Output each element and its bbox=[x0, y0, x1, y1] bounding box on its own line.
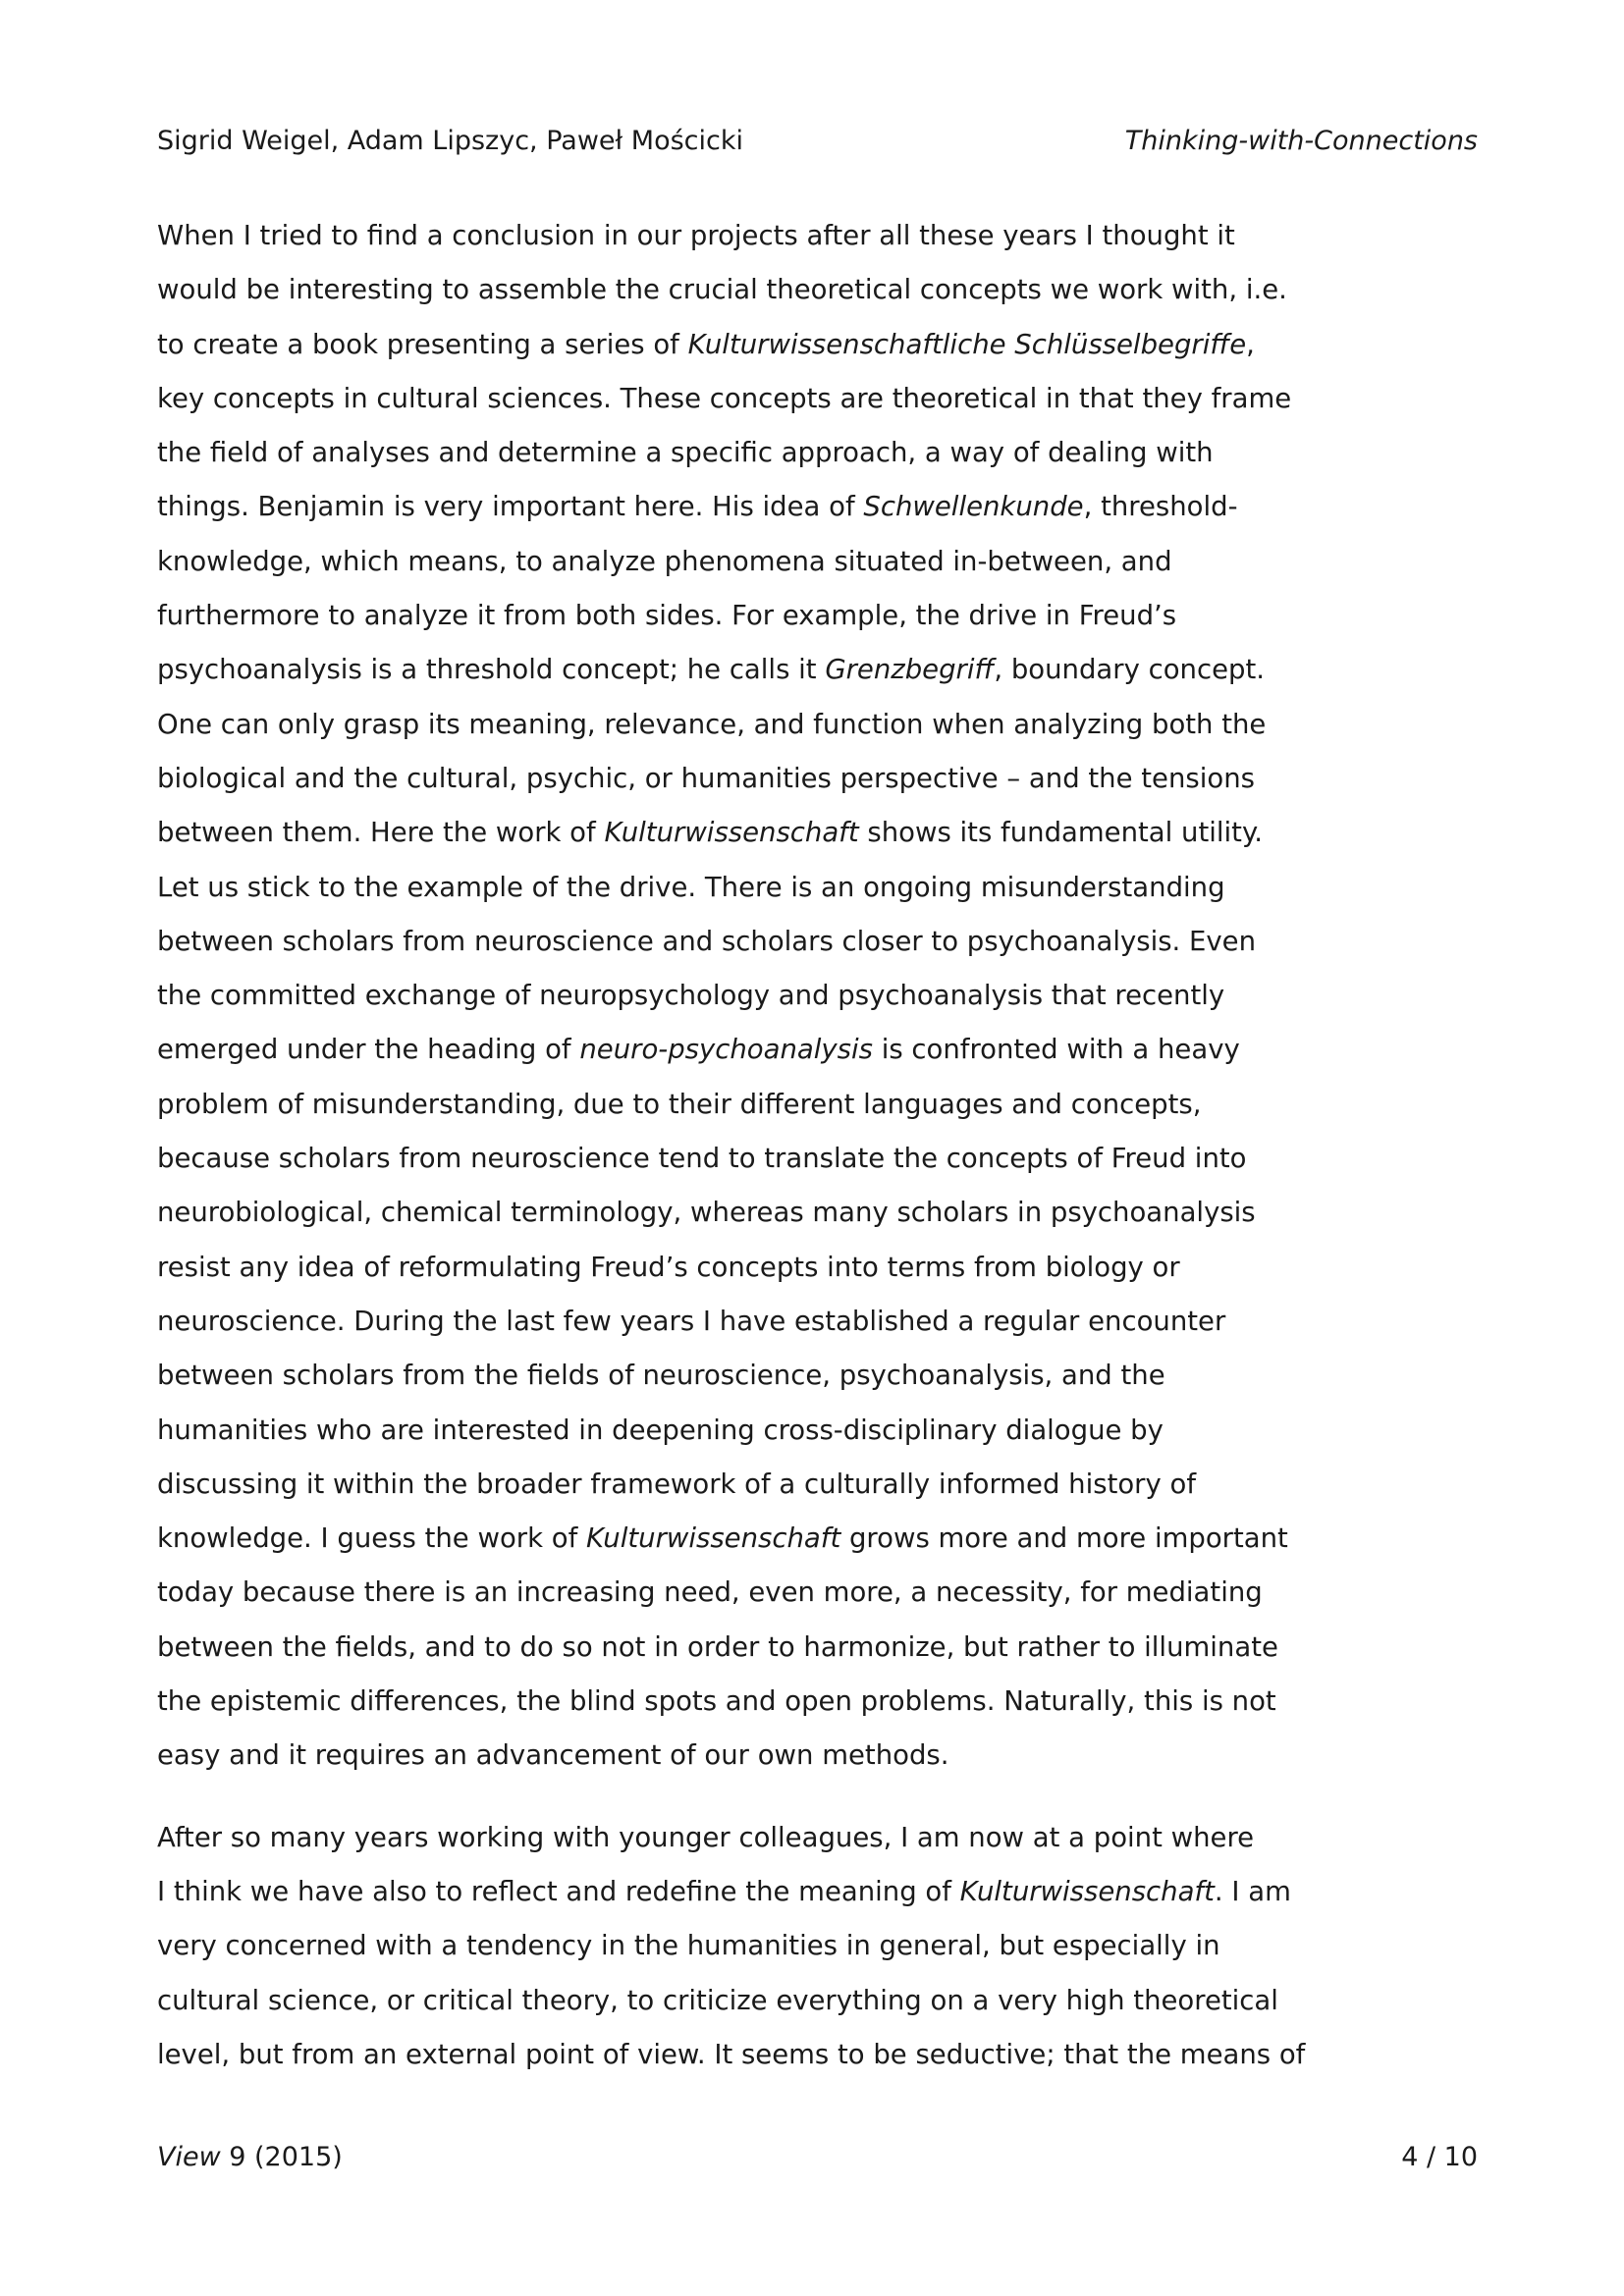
text-run: , boundary concept. bbox=[994, 654, 1265, 686]
italic-term: Grenzbegriff bbox=[825, 654, 995, 686]
footer-journal-name: View bbox=[157, 2142, 221, 2172]
text-run: Let us stick to the example of the drive. There is an ongoing misunderstanding bbox=[157, 871, 1225, 903]
text-line bbox=[157, 535, 1335, 589]
text-line bbox=[157, 1458, 1335, 1512]
footer-journal bbox=[157, 2142, 343, 2172]
italic-term: neuro-psychoanalysis bbox=[579, 1034, 873, 1066]
text-line bbox=[157, 1023, 1335, 1077]
header-article-title: Thinking-with-Connections bbox=[1124, 126, 1478, 156]
text-run: between the fields, and to do so not in order to harmonize, but rather to illuminate bbox=[157, 1630, 1278, 1663]
text-run: things. Benjamin is very important here. His idea of bbox=[157, 491, 864, 523]
text-run: cultural science, or critical theory, to criticize everything on a very high theoretical bbox=[157, 1984, 1278, 2016]
text-line bbox=[157, 698, 1335, 752]
text-line bbox=[157, 263, 1335, 317]
text-run: , bbox=[1246, 328, 1255, 360]
text-run: , threshold- bbox=[1083, 491, 1238, 523]
page-footer bbox=[157, 2142, 1478, 2181]
text-run: is confronted with a heavy bbox=[872, 1034, 1240, 1066]
text-line bbox=[157, 806, 1335, 860]
text-line bbox=[157, 1295, 1335, 1349]
italic-term: Kulturwissenschaft bbox=[604, 817, 859, 849]
text-line bbox=[157, 1621, 1335, 1675]
text-line bbox=[157, 318, 1335, 372]
paragraph bbox=[157, 1811, 1335, 2082]
page-number: 4 / 10 bbox=[1401, 2142, 1478, 2172]
text-run: When I tried to find a conclusion in our projects after all these years I thought it bbox=[157, 220, 1235, 251]
header-authors: Sigrid Weigel, Adam Lipszyc, Paweł Mościcki bbox=[157, 126, 743, 156]
text-line bbox=[157, 915, 1335, 969]
text-run: One can only grasp its meaning, relevance, and function when analyzing both the bbox=[157, 708, 1267, 740]
text-run: because scholars from neuroscience tend to translate the concepts of Freud into bbox=[157, 1143, 1247, 1175]
text-run: easy and it requires an advancement of our own methods. bbox=[157, 1739, 949, 1772]
text-run: knowledge, which means, to analyze phenomena situated in-between, and bbox=[157, 545, 1172, 577]
text-line bbox=[157, 1974, 1335, 2028]
text-run: neuroscience. During the last few years I have established a regular encounter bbox=[157, 1305, 1226, 1337]
italic-term: Schwellenkunde bbox=[863, 491, 1084, 523]
text-run: resist any idea of reformulating Freud’s concepts into terms from biology or bbox=[157, 1251, 1180, 1283]
page-header bbox=[157, 126, 1478, 165]
text-line bbox=[157, 1078, 1335, 1132]
text-run: between scholars from the fields of neuroscience, psychoanalysis, and the bbox=[157, 1360, 1165, 1392]
text-run: biological and the cultural, psychic, or humanities perspective – and the tensions bbox=[157, 762, 1255, 794]
text-run: the field of analyses and determine a specific approach, a way of dealing with bbox=[157, 437, 1214, 469]
paragraph-gap bbox=[157, 1784, 1335, 1811]
text-line bbox=[157, 1729, 1335, 1783]
text-run: key concepts in cultural sciences. These concepts are theoretical in that they frame bbox=[157, 382, 1292, 414]
text-line bbox=[157, 1512, 1335, 1566]
text-line bbox=[157, 1349, 1335, 1403]
text-line bbox=[157, 1186, 1335, 1240]
text-line bbox=[157, 969, 1335, 1023]
text-line bbox=[157, 752, 1335, 806]
text-run: between scholars from neuroscience and scholars closer to psychoanalysis. Even bbox=[157, 925, 1257, 957]
text-run: furthermore to analyze it from both sides. For example, the drive in Freud’s bbox=[157, 600, 1177, 632]
text-run: the committed exchange of neuropsychology and psychoanalysis that recently bbox=[157, 980, 1225, 1012]
text-run: very concerned with a tendency in the humanities in general, but especially in bbox=[157, 1930, 1220, 1962]
text-line bbox=[157, 1404, 1335, 1458]
text-run: psychoanalysis is a threshold concept; he calls it bbox=[157, 654, 826, 686]
text-line bbox=[157, 643, 1335, 697]
text-run: knowledge. I guess the work of bbox=[157, 1522, 587, 1555]
text-run: to create a book presenting a series of bbox=[157, 328, 688, 360]
text-line bbox=[157, 2028, 1335, 2082]
text-line bbox=[157, 1566, 1335, 1620]
text-run: problem of misunderstanding, due to their different languages and concepts, bbox=[157, 1088, 1202, 1120]
italic-term: Kulturwissenschaft bbox=[959, 1875, 1215, 1907]
text-run: emerged under the heading of bbox=[157, 1034, 580, 1066]
text-line bbox=[157, 1132, 1335, 1186]
text-line bbox=[157, 1241, 1335, 1295]
text-run: neurobiological, chemical terminology, whereas many scholars in psychoanalysis bbox=[157, 1197, 1256, 1229]
text-run: would be interesting to assemble the crucial theoretical concepts we work with, i.e. bbox=[157, 274, 1287, 306]
text-run: grows more and more important bbox=[840, 1522, 1288, 1555]
text-line bbox=[157, 480, 1335, 534]
paragraph bbox=[157, 209, 1335, 1784]
text-run: level, but from an external point of view. It seems to be seductive; that the means of bbox=[157, 2038, 1306, 2070]
text-run: After so many years working with younger colleagues, I am now at a point where bbox=[157, 1821, 1255, 1853]
italic-term: Kulturwissenschaftliche Schlüsselbegriffe bbox=[687, 328, 1247, 360]
text-run: discussing it within the broader framework of a culturally informed history of bbox=[157, 1468, 1197, 1500]
text-line bbox=[157, 861, 1335, 915]
text-run: between them. Here the work of bbox=[157, 817, 605, 849]
text-run: the epistemic differences, the blind spots and open problems. Naturally, this is not bbox=[157, 1685, 1276, 1718]
article-body bbox=[157, 209, 1335, 2082]
footer-journal-issue: 9 (2015) bbox=[220, 2142, 343, 2172]
text-line bbox=[157, 1919, 1335, 1973]
text-run: shows its fundamental utility. bbox=[858, 817, 1264, 849]
text-line bbox=[157, 426, 1335, 480]
text-line bbox=[157, 1811, 1335, 1865]
text-run: today because there is an increasing need, even more, a necessity, for mediating bbox=[157, 1576, 1263, 1609]
text-run: humanities who are interested in deepening cross-disciplinary dialogue by bbox=[157, 1414, 1164, 1446]
text-line bbox=[157, 209, 1335, 263]
text-line bbox=[157, 1865, 1335, 1919]
text-run: I think we have also to reflect and redefine the meaning of bbox=[157, 1875, 960, 1907]
italic-term: Kulturwissenschaft bbox=[586, 1522, 841, 1555]
text-line bbox=[157, 372, 1335, 426]
text-run: . I am bbox=[1214, 1875, 1291, 1907]
text-line bbox=[157, 589, 1335, 643]
text-line bbox=[157, 1675, 1335, 1729]
